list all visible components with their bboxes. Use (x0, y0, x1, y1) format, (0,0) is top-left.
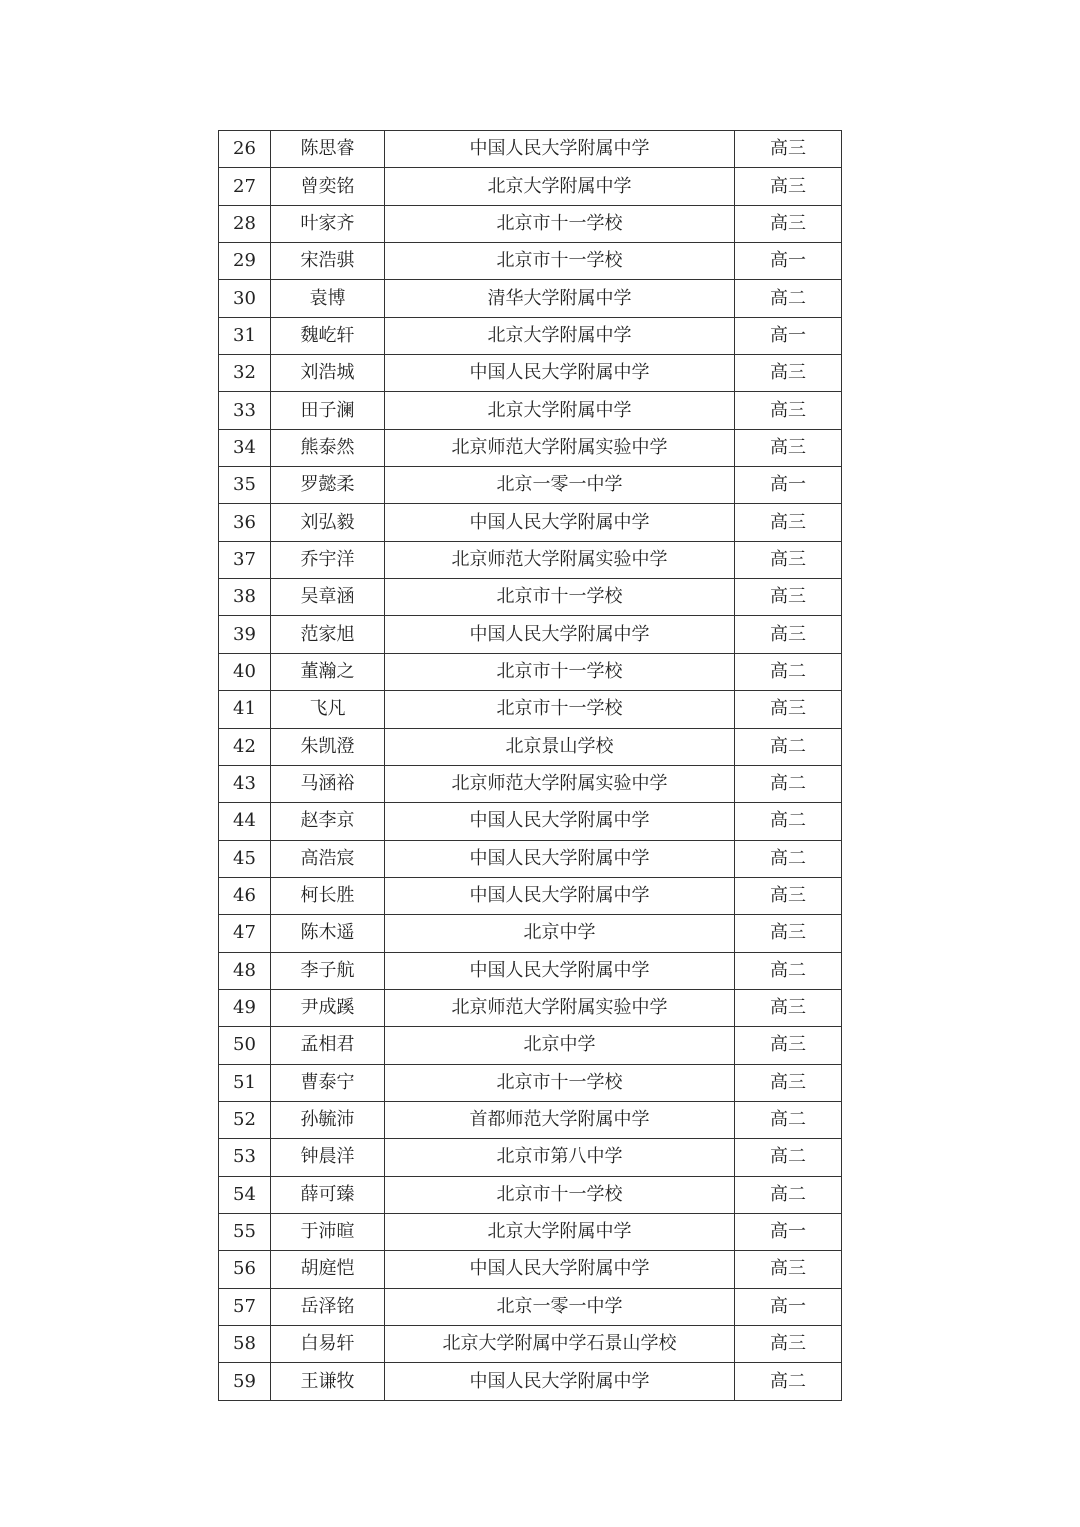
student-name-cell: 陈木遥 (271, 915, 385, 952)
table-row (219, 1176, 842, 1213)
row-number-cell: 47 (219, 915, 271, 952)
grade-cell: 高三 (735, 168, 842, 205)
table-row (219, 1288, 842, 1325)
row-number-cell: 38 (219, 579, 271, 616)
row-number-cell: 29 (219, 243, 271, 280)
row-number-cell: 46 (219, 877, 271, 914)
student-name-cell: 岳泽铭 (271, 1288, 385, 1325)
grade-cell: 高三 (735, 392, 842, 429)
table-row (219, 1101, 842, 1138)
school-name-cell: 北京一零一中学 (385, 1288, 735, 1325)
grade-cell: 高一 (735, 1213, 842, 1250)
table-row (219, 952, 842, 989)
table-row (219, 243, 842, 280)
row-number-cell: 27 (219, 168, 271, 205)
student-name-cell: 于沛暄 (271, 1213, 385, 1250)
school-name-cell: 北京一零一中学 (385, 467, 735, 504)
grade-cell: 高二 (735, 653, 842, 690)
student-name-cell: 尹成蹊 (271, 989, 385, 1026)
row-number-cell: 35 (219, 467, 271, 504)
grade-cell: 高二 (735, 1176, 842, 1213)
student-name-cell: 宋浩骐 (271, 243, 385, 280)
grade-cell: 高三 (735, 131, 842, 168)
table-row (219, 989, 842, 1026)
school-name-cell: 北京师范大学附属实验中学 (385, 429, 735, 466)
row-number-cell: 42 (219, 728, 271, 765)
grade-cell: 高三 (735, 1064, 842, 1101)
school-name-cell: 中国人民大学附属中学 (385, 877, 735, 914)
row-number-cell: 50 (219, 1027, 271, 1064)
grade-cell: 高二 (735, 728, 842, 765)
grade-cell: 高三 (735, 691, 842, 728)
student-name-cell: 魏屹轩 (271, 317, 385, 354)
row-number-cell: 41 (219, 691, 271, 728)
table-row (219, 280, 842, 317)
row-number-cell: 45 (219, 840, 271, 877)
school-name-cell: 中国人民大学附属中学 (385, 1363, 735, 1400)
student-name-cell: 熊泰然 (271, 429, 385, 466)
table-row (219, 1064, 842, 1101)
row-number-cell: 32 (219, 355, 271, 392)
student-name-cell: 孟相君 (271, 1027, 385, 1064)
row-number-cell: 49 (219, 989, 271, 1026)
row-number-cell: 30 (219, 280, 271, 317)
row-number-cell: 57 (219, 1288, 271, 1325)
row-number-cell: 51 (219, 1064, 271, 1101)
row-number-cell: 55 (219, 1213, 271, 1250)
row-number-cell: 44 (219, 803, 271, 840)
grade-cell: 高三 (735, 1326, 842, 1363)
table-row (219, 205, 842, 242)
student-name-cell: 飞凡 (271, 691, 385, 728)
school-name-cell: 中国人民大学附属中学 (385, 504, 735, 541)
student-name-cell: 孙毓沛 (271, 1101, 385, 1138)
student-name-cell: 吴章涵 (271, 579, 385, 616)
student-name-cell: 胡庭恺 (271, 1251, 385, 1288)
row-number-cell: 36 (219, 504, 271, 541)
school-name-cell: 中国人民大学附属中学 (385, 1251, 735, 1288)
student-name-cell: 朱凯澄 (271, 728, 385, 765)
grade-cell: 高三 (735, 877, 842, 914)
school-name-cell: 北京市十一学校 (385, 205, 735, 242)
school-name-cell: 中国人民大学附属中学 (385, 616, 735, 653)
school-name-cell: 清华大学附属中学 (385, 280, 735, 317)
student-name-cell: 曾奕铭 (271, 168, 385, 205)
school-name-cell: 北京师范大学附属实验中学 (385, 541, 735, 578)
grade-cell: 高三 (735, 989, 842, 1026)
student-name-cell: 袁博 (271, 280, 385, 317)
row-number-cell: 43 (219, 765, 271, 802)
student-name-cell: 刘弘毅 (271, 504, 385, 541)
table-row (219, 317, 842, 354)
row-number-cell: 34 (219, 429, 271, 466)
school-name-cell: 首都师范大学附属中学 (385, 1101, 735, 1138)
grade-cell: 高三 (735, 541, 842, 578)
roster-table (218, 130, 842, 1401)
table-row (219, 579, 842, 616)
table-row (219, 541, 842, 578)
student-name-cell: 赵李京 (271, 803, 385, 840)
school-name-cell: 北京市十一学校 (385, 579, 735, 616)
student-name-cell: 白易轩 (271, 1326, 385, 1363)
table-row (219, 765, 842, 802)
grade-cell: 高三 (735, 1251, 842, 1288)
table-row (219, 915, 842, 952)
row-number-cell: 33 (219, 392, 271, 429)
student-name-cell: 王谦牧 (271, 1363, 385, 1400)
table-row (219, 691, 842, 728)
grade-cell: 高一 (735, 1288, 842, 1325)
student-name-cell: 范家旭 (271, 616, 385, 653)
table-row (219, 429, 842, 466)
grade-cell: 高三 (735, 504, 842, 541)
school-name-cell: 中国人民大学附属中学 (385, 952, 735, 989)
school-name-cell: 北京市第八中学 (385, 1139, 735, 1176)
row-number-cell: 40 (219, 653, 271, 690)
student-name-cell: 高浩宸 (271, 840, 385, 877)
student-name-cell: 罗懿柔 (271, 467, 385, 504)
grade-cell: 高三 (735, 355, 842, 392)
table-row (219, 131, 842, 168)
student-name-cell: 马涵裕 (271, 765, 385, 802)
school-name-cell: 北京师范大学附属实验中学 (385, 765, 735, 802)
table-row (219, 877, 842, 914)
table-row (219, 728, 842, 765)
row-number-cell: 52 (219, 1101, 271, 1138)
student-name-cell: 乔宇洋 (271, 541, 385, 578)
grade-cell: 高一 (735, 243, 842, 280)
table-row (219, 1363, 842, 1400)
grade-cell: 高一 (735, 467, 842, 504)
grade-cell: 高三 (735, 616, 842, 653)
school-name-cell: 北京中学 (385, 915, 735, 952)
row-number-cell: 37 (219, 541, 271, 578)
student-name-cell: 刘浩城 (271, 355, 385, 392)
school-name-cell: 北京大学附属中学石景山学校 (385, 1326, 735, 1363)
student-name-cell: 陈思睿 (271, 131, 385, 168)
row-number-cell: 48 (219, 952, 271, 989)
table-row (219, 1213, 842, 1250)
school-name-cell: 中国人民大学附属中学 (385, 131, 735, 168)
school-name-cell: 中国人民大学附属中学 (385, 840, 735, 877)
table-row (219, 1251, 842, 1288)
grade-cell: 高三 (735, 1027, 842, 1064)
grade-cell: 高三 (735, 915, 842, 952)
school-name-cell: 北京大学附属中学 (385, 168, 735, 205)
student-name-cell: 曹泰宁 (271, 1064, 385, 1101)
school-name-cell: 北京市十一学校 (385, 1064, 735, 1101)
table-row (219, 355, 842, 392)
grade-cell: 高二 (735, 1363, 842, 1400)
school-name-cell: 北京市十一学校 (385, 653, 735, 690)
table-row (219, 1139, 842, 1176)
student-name-cell: 董瀚之 (271, 653, 385, 690)
row-number-cell: 26 (219, 131, 271, 168)
row-number-cell: 59 (219, 1363, 271, 1400)
student-name-cell: 薛可臻 (271, 1176, 385, 1213)
grade-cell: 高三 (735, 579, 842, 616)
grade-cell: 高二 (735, 1139, 842, 1176)
student-name-cell: 柯长胜 (271, 877, 385, 914)
row-number-cell: 58 (219, 1326, 271, 1363)
grade-cell: 高三 (735, 205, 842, 242)
school-name-cell: 北京中学 (385, 1027, 735, 1064)
school-name-cell: 北京大学附属中学 (385, 317, 735, 354)
school-name-cell: 北京师范大学附属实验中学 (385, 989, 735, 1026)
table-row (219, 392, 842, 429)
row-number-cell: 53 (219, 1139, 271, 1176)
grade-cell: 高二 (735, 1101, 842, 1138)
school-name-cell: 北京大学附属中学 (385, 1213, 735, 1250)
school-name-cell: 北京市十一学校 (385, 691, 735, 728)
school-name-cell: 北京大学附属中学 (385, 392, 735, 429)
row-number-cell: 31 (219, 317, 271, 354)
grade-cell: 高二 (735, 280, 842, 317)
table-row (219, 168, 842, 205)
row-number-cell: 56 (219, 1251, 271, 1288)
grade-cell: 高二 (735, 840, 842, 877)
table-row (219, 504, 842, 541)
school-name-cell: 中国人民大学附属中学 (385, 803, 735, 840)
grade-cell: 高二 (735, 765, 842, 802)
row-number-cell: 39 (219, 616, 271, 653)
table-row (219, 1027, 842, 1064)
grade-cell: 高二 (735, 952, 842, 989)
table-row (219, 803, 842, 840)
school-name-cell: 北京市十一学校 (385, 243, 735, 280)
student-name-cell: 叶家齐 (271, 205, 385, 242)
table-row (219, 1326, 842, 1363)
table-row (219, 467, 842, 504)
grade-cell: 高三 (735, 429, 842, 466)
table-row (219, 653, 842, 690)
table-row (219, 616, 842, 653)
school-name-cell: 中国人民大学附属中学 (385, 355, 735, 392)
row-number-cell: 54 (219, 1176, 271, 1213)
grade-cell: 高一 (735, 317, 842, 354)
student-name-cell: 钟晨洋 (271, 1139, 385, 1176)
student-name-cell: 田子澜 (271, 392, 385, 429)
table-row (219, 840, 842, 877)
roster-body (219, 131, 842, 1401)
row-number-cell: 28 (219, 205, 271, 242)
school-name-cell: 北京市十一学校 (385, 1176, 735, 1213)
grade-cell: 高二 (735, 803, 842, 840)
school-name-cell: 北京景山学校 (385, 728, 735, 765)
student-name-cell: 李子航 (271, 952, 385, 989)
